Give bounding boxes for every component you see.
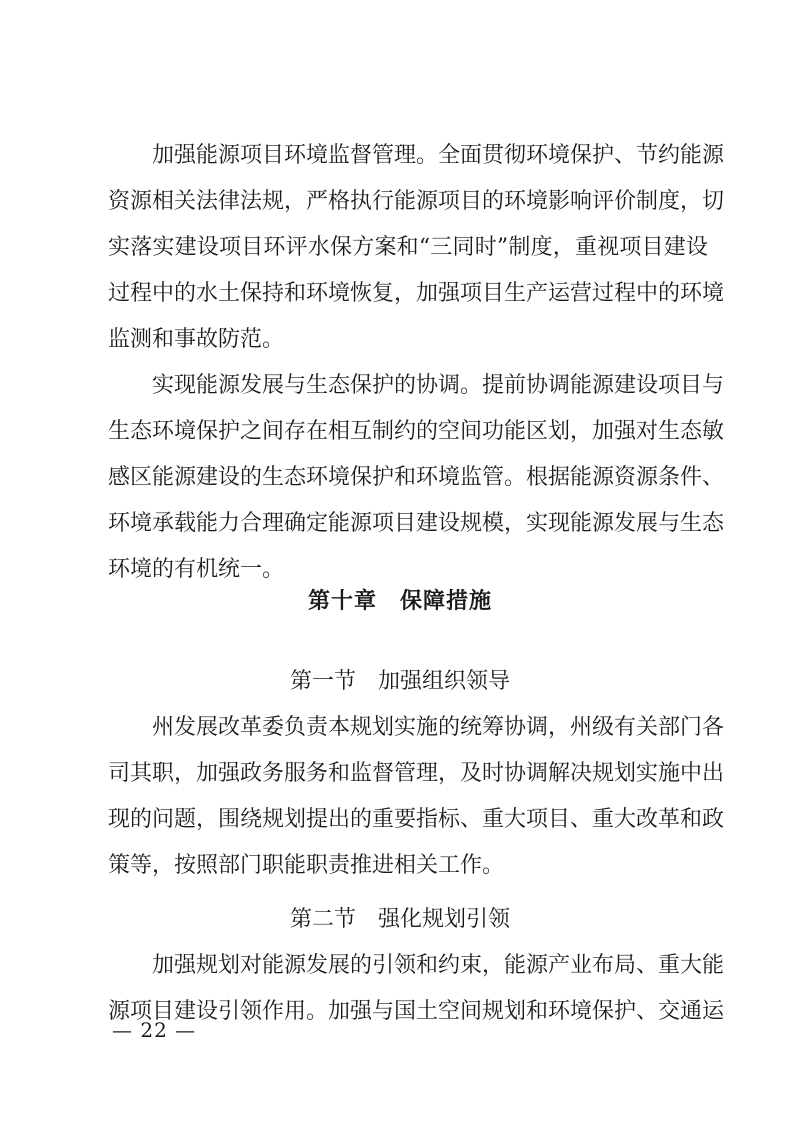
text-line: 实现能源发展与生态保护的协调。提前协调能源建设项目与 [152,373,725,398]
text-line: 环境的有机统一。 [108,557,285,582]
text-line: 加强规划对能源发展的引领和约束，能源产业布局、重大能 [152,953,725,978]
text-line: 生态环境保护之间存在相互制约的空间功能区划，加强对生态敏 [108,419,725,444]
text-line: 感区能源建设的生态环境保护和环境监管。根据能源资源条件、 [108,465,725,490]
section-title: 第二节 强化规划引领 [289,907,510,932]
text-line: 源项目建设引领作用。加强与国土空间规划和环境保护、交通运 [108,999,725,1024]
chapter-title: 第十章 保障措施 [307,589,492,614]
text-line: 实落实建设项目环评水保方案和“三同时”制度，重视项目建设 [108,235,708,260]
section-title: 第一节 加强组织领导 [289,669,510,694]
text-line: 策等，按照部门职能职责推进相关工作。 [108,853,505,878]
text-line: 环境承载能力合理确定能源项目建设规模，实现能源发展与生态 [108,511,725,536]
text-line: 资源相关法律法规，严格执行能源项目的环境影响评价制度，切 [108,189,725,214]
text-line: 监测和事故防范。 [108,327,285,352]
text-line: 州发展改革委负责本规划实施的统筹协调，州级有关部门各 [152,715,725,740]
page-number: — 22 — [112,1018,197,1042]
text-line: 现的问题，围绕规划提出的重要指标、重大项目、重大改革和政 [108,807,725,832]
text-line: 司其职，加强政务服务和监督管理，及时协调解决规划实施中出 [108,761,725,786]
text-line: 加强能源项目环境监督管理。全面贯彻环境保护、节约能源 [152,143,725,168]
text-line: 过程中的水土保持和环境恢复，加强项目生产运营过程中的环境 [108,281,725,306]
